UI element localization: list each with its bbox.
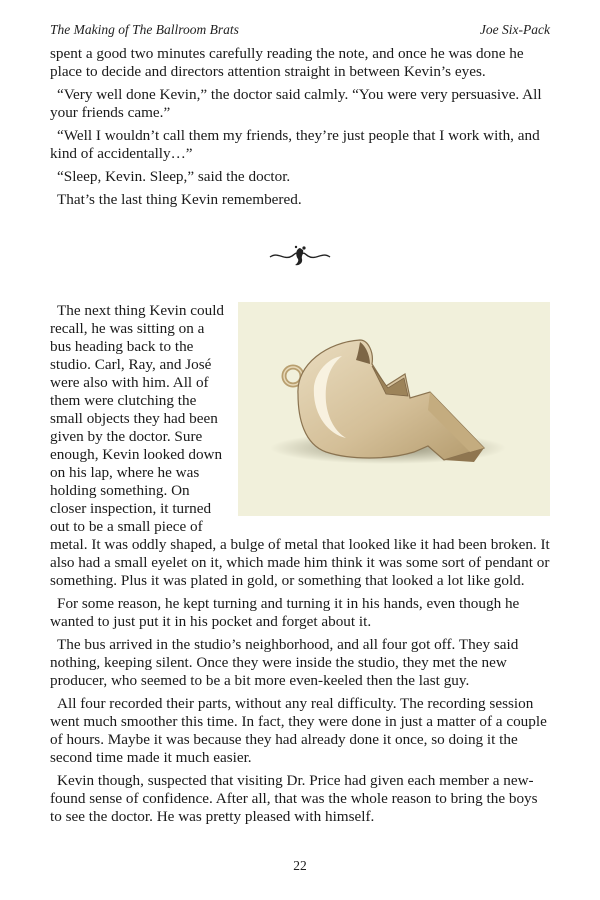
book-title: The Making of The Ballroom Brats xyxy=(50,22,239,37)
paragraph: All four recorded their parts, without any real difficulty. The recording session went much smoother this time. In fact, they were done in just a matter of a couple of hours. Maybe it was because they had already done it once, so doing it the second time made it much easier. xyxy=(50,695,547,766)
broken-metal-pendant-icon xyxy=(238,302,550,516)
paragraph: The bus arrived in the studio’s neighborhood, and all four got off. They said nothing, keeping silent. Once they were inside the studio, they met the new producer, who seemed to be a bit more even-keeled then the last guy. xyxy=(50,636,519,689)
paragraph: “Well I wouldn’t call them my friends, they’re just people that I work with, and kind of accidentally…” xyxy=(50,127,540,162)
fleuron-icon xyxy=(268,243,332,269)
paragraph: “Sleep, Kevin. Sleep,” said the doctor. xyxy=(57,168,291,185)
pendant-illustration xyxy=(238,302,550,516)
paragraph: Kevin though, suspected that visiting Dr. Price had given each member a new-found sense of confidence. After all, that was the whole reason to bring the boys to see the doctor. He was pretty pleased with himself. xyxy=(50,772,538,825)
page-number: 22 xyxy=(293,858,307,873)
page-body xyxy=(50,45,550,831)
author-name: Joe Six-Pack xyxy=(479,22,550,37)
section-ornament xyxy=(50,210,550,302)
paragraph: The next thing Kevin could recall, he was sitting on a bus heading back to the studio. Carl, Ray, and José were also with him. All of them were clutching the small objects they had been given by the doctor. Sure enough, Kevin looked down on his lap, where he was holding something. On closer inspection, it turned out to be a small piece of metal. It was oddly shaped, a bulge of metal that looked like it had been broken. It also had a small eyelet on it, which made him think it was some sort of pendant or something. Plus it was plated in gold, or something that looked a lot like gold. xyxy=(50,302,550,589)
paragraph: “Very well done Kevin,” the doctor said calmly. “You were very persuasive. All your friends came.” xyxy=(50,86,542,121)
running-header xyxy=(50,22,550,38)
paragraph: That’s the last thing Kevin remembered. xyxy=(57,191,302,208)
paragraph: spent a good two minutes carefully reading the note, and once he was done he place to decide and directors attention straight in between Kevin’s eyes. xyxy=(50,45,524,80)
paragraph: For some reason, he kept turning and turning it in his hands, even though he wanted to just put it in his pocket and forget about it. xyxy=(50,595,520,630)
